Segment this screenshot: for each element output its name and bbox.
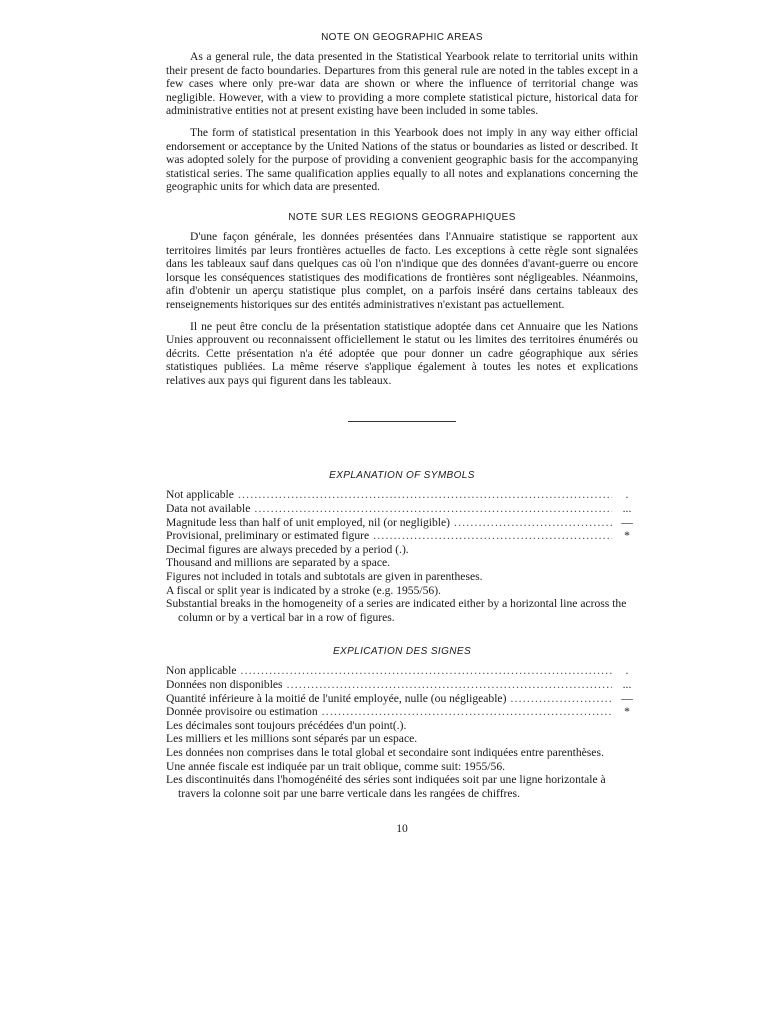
symbol-glyph: ... (622, 502, 632, 516)
symbol-row (166, 516, 638, 530)
page-number: 10 (396, 822, 408, 836)
section-heading: EXPLICATION DES SIGNES (332, 646, 472, 658)
symbol-label: Quantité inférieure à la moitié de l'unité employée, nulle (ou négligeable) (166, 691, 507, 705)
symbol-label: Magnitude less than half of unit employed, nil (or negligible) (166, 515, 450, 529)
section-heading: NOTE SUR LES REGIONS GEOGRAPHIQUES (288, 211, 516, 223)
leader-dots (287, 678, 612, 692)
symbol-glyph: — (621, 691, 633, 705)
explication-des-signes (166, 646, 638, 800)
symbol-row (166, 529, 638, 543)
symbol-glyph: * (624, 705, 630, 719)
symbol-glyph: . (625, 488, 629, 502)
symbol-row (166, 692, 638, 706)
symbol-label: Non applicable (166, 664, 237, 678)
note-geographic-areas-fr (166, 212, 638, 388)
explanation-of-symbols (166, 470, 638, 624)
symbol-note: Les décimales sont toujours précédées d'un point(.). (166, 718, 407, 732)
symbol-label: Not applicable (166, 488, 234, 502)
symbol-note: A fiscal or split year is indicated by a stroke (e.g. 1955/56). (166, 583, 441, 597)
leader-dots (238, 488, 612, 502)
leader-dots (454, 516, 612, 530)
paragraph: As a general rule, the data presented in the Statistical Yearbook relate to territorial units within their present de facto boundaries. Departures from this general rule are noted in the tables except in a few cases where only pre-war data are shown or where the influence of territorial change was negligible. However, with a view to providing a more complete statistical picture, historical data for administrative entities not at present existing have been included in some tables. (166, 50, 638, 118)
symbol-glyph: * (624, 529, 630, 543)
paragraph: D'une façon générale, les données présentées dans l'Annuaire statistique se rapportent aux territoires limités par leurs frontières actuelles de facto. Les exceptions à cette règle sont signalées dans les tableaux sauf dans quelques cas où l'on n'indique que des données d'avant-guerre ou encore lorsque les conséquences statistiques des modifications de frontières sont négligeables. Néanmoins, afin d'obtenir un aperçu statistique plus complet, on a parfois inséré dans certains tableaux des renseignements historiques sur des entités administratives n'existant pas actuellement. (166, 229, 638, 311)
paragraph: The form of statistical presentation in this Yearbook does not imply in any way either official endorsement or acceptance by the United Nations of the status or boundaries as listed or described. It was adopted solely for the purpose of providing a convenient geographic basis for the accompanying statistical series. The same qualification applies equally to all notes and explanations concerning the geographic units for which data are presented. (166, 125, 638, 194)
symbol-glyph: — (621, 515, 633, 529)
symbol-note: Les milliers et les millions sont séparés par un espace. (166, 732, 418, 746)
symbol-label: Data not available (166, 502, 251, 516)
symbol-note: Les données non comprises dans le total global et secondaire sont indiquées entre parenthèses. (166, 745, 604, 759)
symbol-note: Une année fiscale est indiquée par un trait oblique, comme suit: 1955/56. (166, 759, 506, 773)
symbol-note: Decimal figures are always preceded by a period (.). (166, 542, 409, 556)
symbol-row (166, 705, 638, 719)
divider-rule (348, 421, 456, 422)
leader-dots (241, 664, 612, 678)
leader-dots (510, 692, 612, 706)
symbol-label: Provisional, preliminary or estimated figure (166, 529, 370, 543)
symbol-note: Thousand and millions are separated by a space. (166, 556, 391, 570)
paragraph: Il ne peut être conclu de la présentation statistique adoptée dans cet Annuaire que les Nations Unies approuvent ou reconnaissent officiellement le statut ou les limites des territoires énumérés ou décrits. Cette présentation n'a été adoptée que pour donner un cadre géographique aux séries statistiques publiées. La même réserve s'applique également à toutes les notes et explications relatives aux pays qui figurent dans les tableaux. (166, 319, 638, 387)
symbol-row (166, 502, 638, 516)
note-geographic-areas-en (166, 32, 638, 194)
symbol-row (166, 678, 638, 692)
symbol-label: Données non disponibles (166, 678, 283, 691)
section-heading: NOTE ON GEOGRAPHIC AREAS (321, 32, 483, 43)
symbol-note: Les discontinuités dans l'homogénéité des séries sont indiquées soit par une ligne horizontale à travers la colonne soit par une barre verticale dans les rangées de chiffres. (166, 773, 606, 800)
symbol-glyph: ... (622, 678, 632, 691)
symbol-row (166, 664, 638, 678)
symbol-note: Substantial breaks in the homogeneity of a series are indicated either by a horizontal line across the column or by a vertical bar in a row of figures. (166, 597, 627, 624)
section-heading: EXPLANATION OF SYMBOLS (329, 470, 475, 482)
leader-dots (373, 529, 612, 543)
leader-dots (254, 502, 612, 516)
page (166, 32, 638, 836)
symbol-note: Figures not included in totals and subtotals are given in parentheses. (166, 570, 483, 584)
symbol-glyph: . (625, 664, 629, 678)
leader-dots (322, 705, 612, 719)
symbol-label: Donnée provisoire ou estimation (166, 705, 318, 719)
symbol-row (166, 488, 638, 502)
